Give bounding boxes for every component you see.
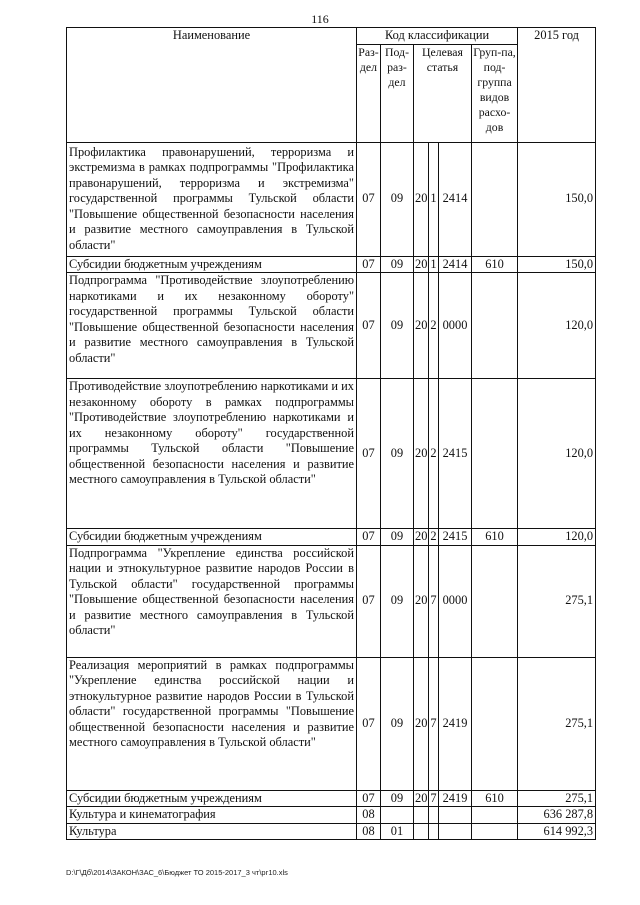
header-year: 2015 год (518, 28, 596, 143)
row-t1: 20 (415, 256, 428, 271)
row-t2: 1 (430, 256, 437, 271)
row-t1: 20 (414, 273, 429, 379)
row-pr: 09 (381, 142, 414, 256)
row-name: Профилактика правонарушений, терроризма и экстремизма в рамках подпрограммы "Профилактика правонарушений, терроризма и экстремизма" государственной программы Тульской области "Повышение общественной безопасности населения и развитие местного самоуправления в Тульской области" (67, 142, 357, 256)
row-name: Подпрограмма "Противодействие злоупотреблению наркотиками и их незаконному обороту" государственной программы Тульской области "Повышение общественной безопасности населения и развитие местного самоуправления в Тульской области" (67, 273, 357, 379)
row-t1: 20 (414, 379, 429, 529)
row-pr: 09 (381, 545, 414, 657)
row-t3: 2415 (439, 529, 472, 546)
row-t3: 0000 (439, 273, 472, 379)
row-vr: 610 (472, 256, 518, 273)
row-vr: 610 (472, 529, 518, 546)
table-row (67, 657, 596, 790)
row-rz: 07 (357, 256, 381, 273)
table-row (67, 807, 596, 824)
row-t1 (414, 823, 429, 840)
row-rz: 07 (357, 790, 381, 807)
header-razdel: Раз-дел (357, 44, 381, 142)
table-row (67, 256, 596, 273)
row-t1: 20 (414, 142, 429, 256)
row-sum: 150,0 (518, 142, 596, 256)
row-name: Реализация мероприятий в рамках подпрограммы "Укрепление единства российской нации и этнокультурное развитие народов России в Тульской области" государственной программы "Повышение общественной безопасности населения и развитие местного самоуправления в Тульской области" (67, 657, 357, 790)
row-name: Субсидии бюджетным учреждениям (67, 529, 357, 546)
row-t3 (439, 807, 472, 824)
row-pr: 09 (381, 379, 414, 529)
row-rz: 07 (357, 379, 381, 529)
table-row (67, 545, 596, 657)
header-code-group: Код классификации (357, 28, 518, 45)
row-vr (472, 545, 518, 657)
row-rz: 07 (357, 142, 381, 256)
row-t3: 2414 (439, 256, 472, 273)
row-vr (472, 273, 518, 379)
row-pr: 09 (381, 256, 414, 273)
row-t2: 2 (429, 379, 439, 529)
row-pr: 09 (381, 657, 414, 790)
header-name: Наименование (67, 28, 357, 143)
row-vr (472, 823, 518, 840)
row-t3: 2415 (439, 379, 472, 529)
row-rz: 07 (357, 657, 381, 790)
row-t2: 2 (430, 529, 437, 543)
row-pr: 09 (381, 790, 414, 807)
row-name: Культура (67, 823, 357, 840)
row-t1: 20 (414, 657, 429, 790)
row-sum: 275,1 (518, 545, 596, 657)
row-rz: 08 (357, 823, 381, 840)
header-target: Целевая статья (414, 44, 472, 142)
row-vr (472, 379, 518, 529)
row-t1: 20 (415, 529, 428, 543)
row-rz: 08 (357, 807, 381, 824)
row-name: Противодействие злоупотреблению наркотиками и их незаконному обороту в рамках подпрограммы "Противодействие злоупотреблению наркотиками и их незаконному обороту" государственной программы Тульской области "Повышение общественной безопасности населения и развитие местного самоуправления в Тульской области" (67, 379, 357, 529)
row-sum: 275,1 (518, 790, 596, 807)
row-name: Субсидии бюджетным учреждениям (67, 256, 357, 273)
header-podrazdel: Под-раз-дел (381, 44, 414, 142)
row-t2: 7 (429, 657, 439, 790)
row-t1: 20 (415, 790, 428, 805)
row-t1 (414, 807, 429, 824)
row-t1: 20 (414, 545, 429, 657)
row-t3: 2419 (439, 790, 472, 807)
row-name: Культура и кинематография (67, 807, 357, 824)
row-t3: 2414 (439, 142, 472, 256)
table-row (67, 379, 596, 529)
table-row (67, 142, 596, 256)
file-path-footer: D:\Г\Дб\2014\ЗАКОН\ЗАС_6\Бюджет ТО 2015-2017_3 чт\рг10.xls (66, 868, 288, 877)
row-rz: 07 (357, 529, 381, 546)
row-t2: 7 (429, 545, 439, 657)
row-t2 (429, 823, 439, 840)
row-sum: 120,0 (518, 379, 596, 529)
row-sum: 120,0 (518, 273, 596, 379)
row-rz: 07 (357, 273, 381, 379)
row-t3 (439, 823, 472, 840)
row-rz: 07 (357, 545, 381, 657)
row-sum: 636 287,8 (518, 807, 596, 824)
row-vr: 610 (472, 790, 518, 807)
row-sum: 150,0 (518, 256, 596, 273)
row-sum: 120,0 (518, 529, 596, 546)
row-pr: 09 (381, 273, 414, 379)
row-t2: 2 (429, 273, 439, 379)
row-pr (381, 807, 414, 824)
header-row-top (67, 28, 596, 45)
page-number: 116 (311, 12, 329, 26)
row-vr (472, 807, 518, 824)
row-name: Субсидии бюджетным учреждениям (67, 790, 357, 807)
row-sum: 614 992,3 (518, 823, 596, 840)
row-sum: 275,1 (518, 657, 596, 790)
row-name: Подпрограмма "Укрепление единства российской нации и этнокультурное развитие народов России в Тульской области" государственной программы "Повышение общественной безопасности населения и развитие местного самоуправления в Тульской области" (67, 545, 357, 657)
table-row (67, 529, 596, 546)
row-pr: 01 (381, 823, 414, 840)
table-row (67, 823, 596, 840)
row-t3: 0000 (439, 545, 472, 657)
row-pr: 09 (381, 529, 414, 546)
row-t3: 2419 (439, 657, 472, 790)
table-row (67, 790, 596, 807)
row-t2 (429, 807, 439, 824)
row-vr (472, 657, 518, 790)
row-t2: 1 (429, 142, 439, 256)
row-t2: 7 (430, 790, 437, 805)
budget-table (66, 27, 596, 840)
header-vid: Груп-па, под-группа видов расхо-дов (472, 44, 518, 142)
table-row (67, 273, 596, 379)
row-vr (472, 142, 518, 256)
